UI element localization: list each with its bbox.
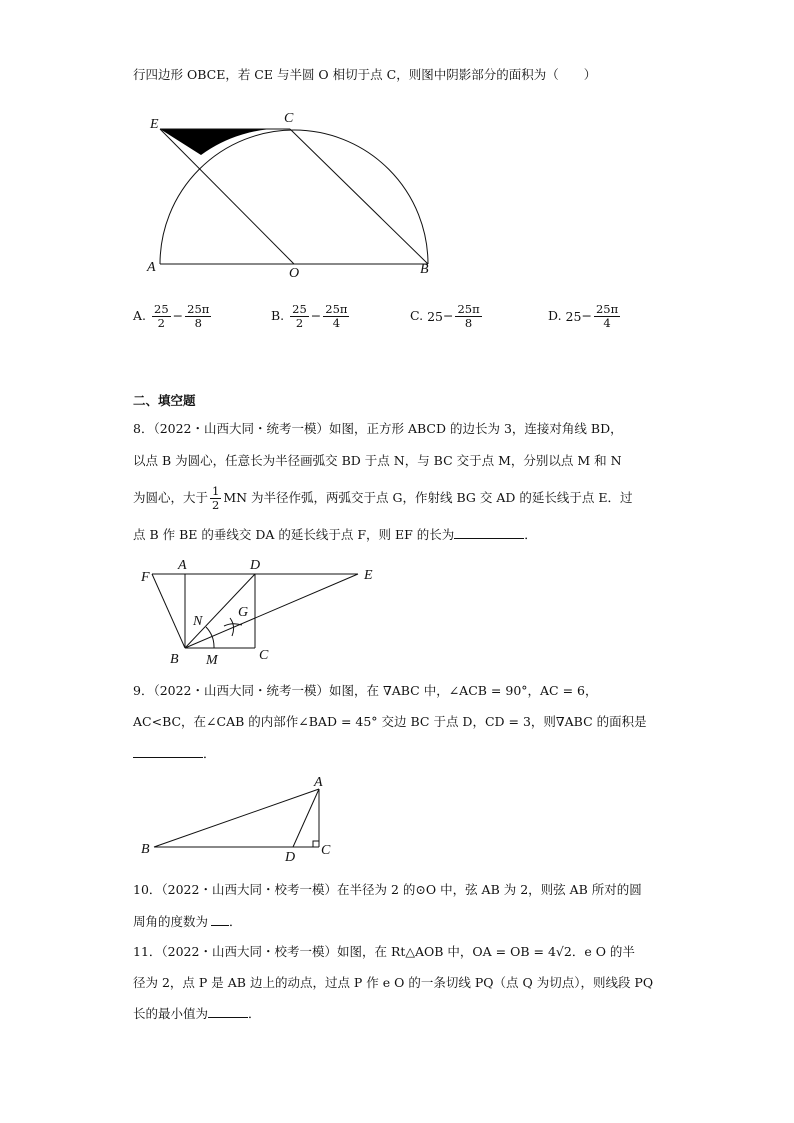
label-D: D [285,850,296,865]
q11-line1: 11．（2022・山西大同・校考一模）如图，在 Rt△AOB 中，OA = OB = 4√2．e O 的半 [133,944,635,959]
answer-blank-q9[interactable] [133,745,203,758]
q8-line1: 8．（2022・山西大同・统考一模）如图，正方形 ABCD 的边长为 3，连接对角线 BD， [133,421,623,436]
label-A: A [178,558,187,573]
label-B: B [420,262,429,277]
label-E: E [364,568,373,583]
option-d[interactable]: D. 25− $\frac{25\pi}{4}$ [548,302,619,330]
label-B: B [170,652,179,667]
option-a[interactable]: A. $\frac{25}{2}$ − $\frac{25\pi}{8}$ [133,302,210,330]
label-D: D [250,558,261,573]
label-F: F [141,570,150,585]
answer-blank-q11[interactable] [208,1005,248,1018]
label-C: C [259,648,269,663]
option-b[interactable]: B. $\frac{25}{2}$ − $\frac{25\pi}{4}$ [271,302,348,330]
q9-line3: ． [133,745,216,762]
label-E: E [150,117,159,132]
label-A: A [147,260,156,275]
figure-semicircle [140,105,450,285]
q8-line4: 点 B 作 BE 的垂线交 DA 的延长线于点 F，则 EF 的长为 ． [133,527,537,542]
section-title: 二、填空题 [133,393,196,408]
q11-line3: 长的最小值为 ． [133,1006,261,1021]
figure-triangle [138,772,338,864]
q10-line1: 10．（2022・山西大同・校考一模）在半径为 2 的⊙O 中，弦 AB 为 2，则弦 AB 所对的圆 [133,882,642,897]
option-c[interactable]: C. 25− $\frac{25\pi}{8}$ [410,302,480,330]
label-N: N [193,614,203,629]
q10-line2: 周角的度数为 ． [133,914,242,929]
figure-square [138,558,388,668]
label-M: M [206,653,218,668]
label-B: B [141,842,150,857]
q9-line2: AC<BC，在∠CAB 的内部作∠BAD = 45° 交边 BC 于点 D，CD = 3，则∇ABC 的面积是 [133,714,647,729]
q11-line2: 径为 2，点 P 是 AB 边上的动点，过点 P 作 e O 的一条切线 PQ（点 Q 为切点），则线段 PQ [133,975,654,990]
answer-blank-q10[interactable] [211,913,229,926]
q8-line3: 为圆心，大于 $\frac{1}{2}$ MN 为半径作弧，两弧交于点 G，作射线 BG 交 AD 的延长线于点 E．过 [133,484,633,512]
label-G: G [238,605,249,620]
label-A: A [314,775,323,790]
label-O: O [289,266,300,281]
q9-line1: 9．（2022・山西大同・统考一模）如图，在 ∇ABC 中，∠ACB = 90°，AC = 6， [133,683,598,698]
answer-blank-q8[interactable] [454,526,524,539]
q7-text: 行四边形 OBCE，若 CE 与半圆 O 相切于点 C，则图中阴影部分的面积为（ ） [133,67,597,82]
label-C: C [321,843,331,858]
q8-line2: 以点 B 为圆心，任意长为半径画弧交 BD 于点 N，与 BC 交于点 M，分别以点 M 和 N [133,453,622,468]
label-C: C [284,111,294,126]
